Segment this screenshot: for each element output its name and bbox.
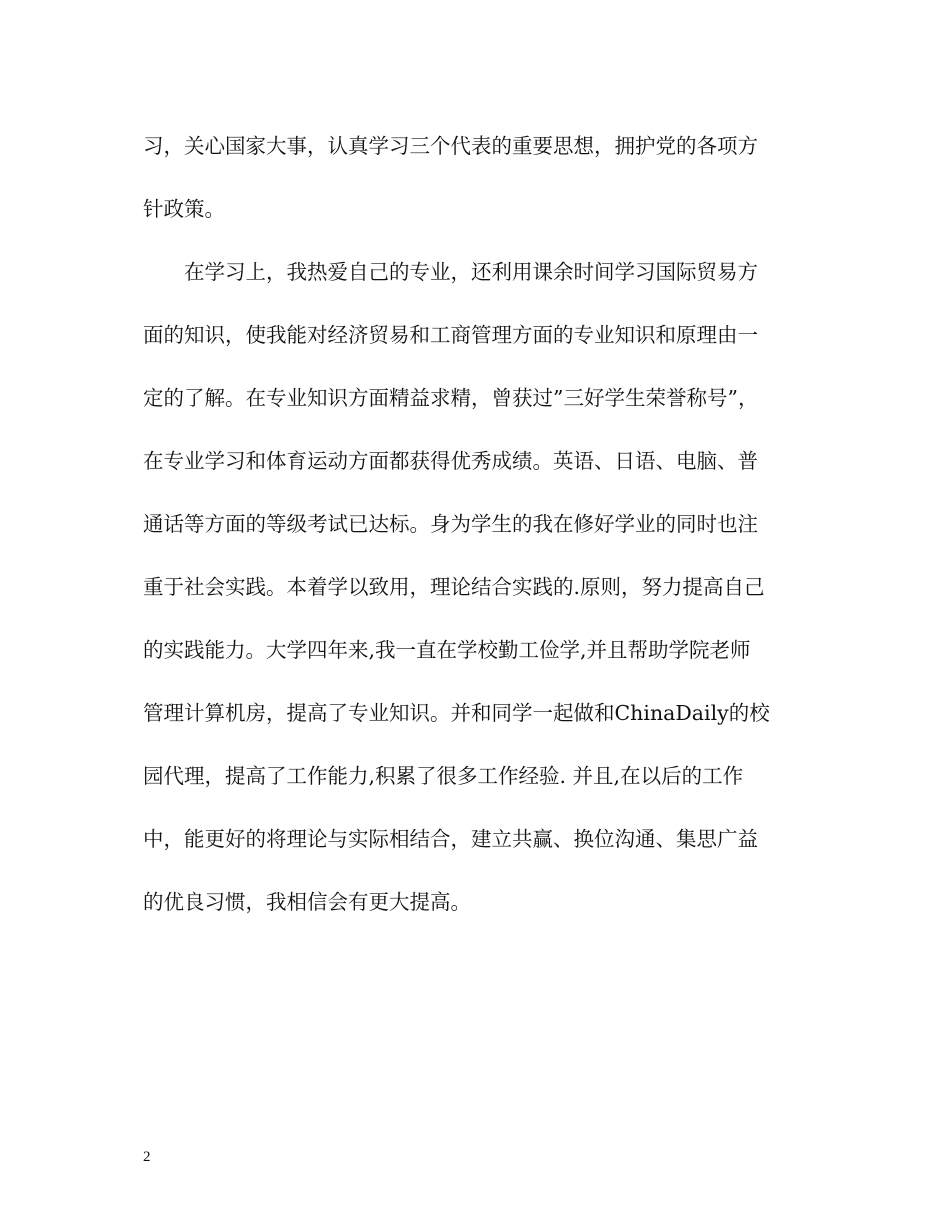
text-line: 在学习上，我热爱自己的专业，还利用课余时间学习国际贸易方: [143, 260, 758, 284]
text-line: 通话等方面的等级考试已达标。身为学生的我在修好学业的同时也注: [143, 512, 758, 536]
text-line: 中，能更好的将理论与实际相结合，建立共赢、换位沟通、集思广益: [143, 827, 758, 851]
text-line: 管理计算机房，提高了专业知识。并和同学一起做和ChinaDaily的校: [143, 701, 770, 725]
text-line: 的优良习惯，我相信会有更大提高。: [143, 890, 471, 914]
text-line: 针政策。: [143, 197, 225, 221]
text-line: 园代理，提高了工作能力,积累了很多工作经验. 并且,在以后的工作: [143, 764, 744, 788]
body-text: [143, 118, 808, 937]
text-line: 定的了解。在专业知识方面精益求精，曾获过”三好学生荣誉称号”，: [143, 386, 759, 410]
text-line: 习，关心国家大事，认真学习三个代表的重要思想，拥护党的各项方: [143, 134, 758, 158]
text-line: 面的知识，使我能对经济贸易和工商管理方面的专业知识和原理由一: [143, 323, 758, 347]
text-line: 在专业学习和体育运动方面都获得优秀成绩。英语、日语、电脑、普: [143, 449, 758, 473]
text-line: 的实践能力。大学四年来,我一直在学校勤工俭学,并且帮助学院老师: [143, 638, 751, 662]
page-number: 2: [143, 1149, 151, 1165]
text-line: 重于社会实践。本着学以致用，理论结合实践的.原则，努力提高自己: [143, 575, 765, 599]
